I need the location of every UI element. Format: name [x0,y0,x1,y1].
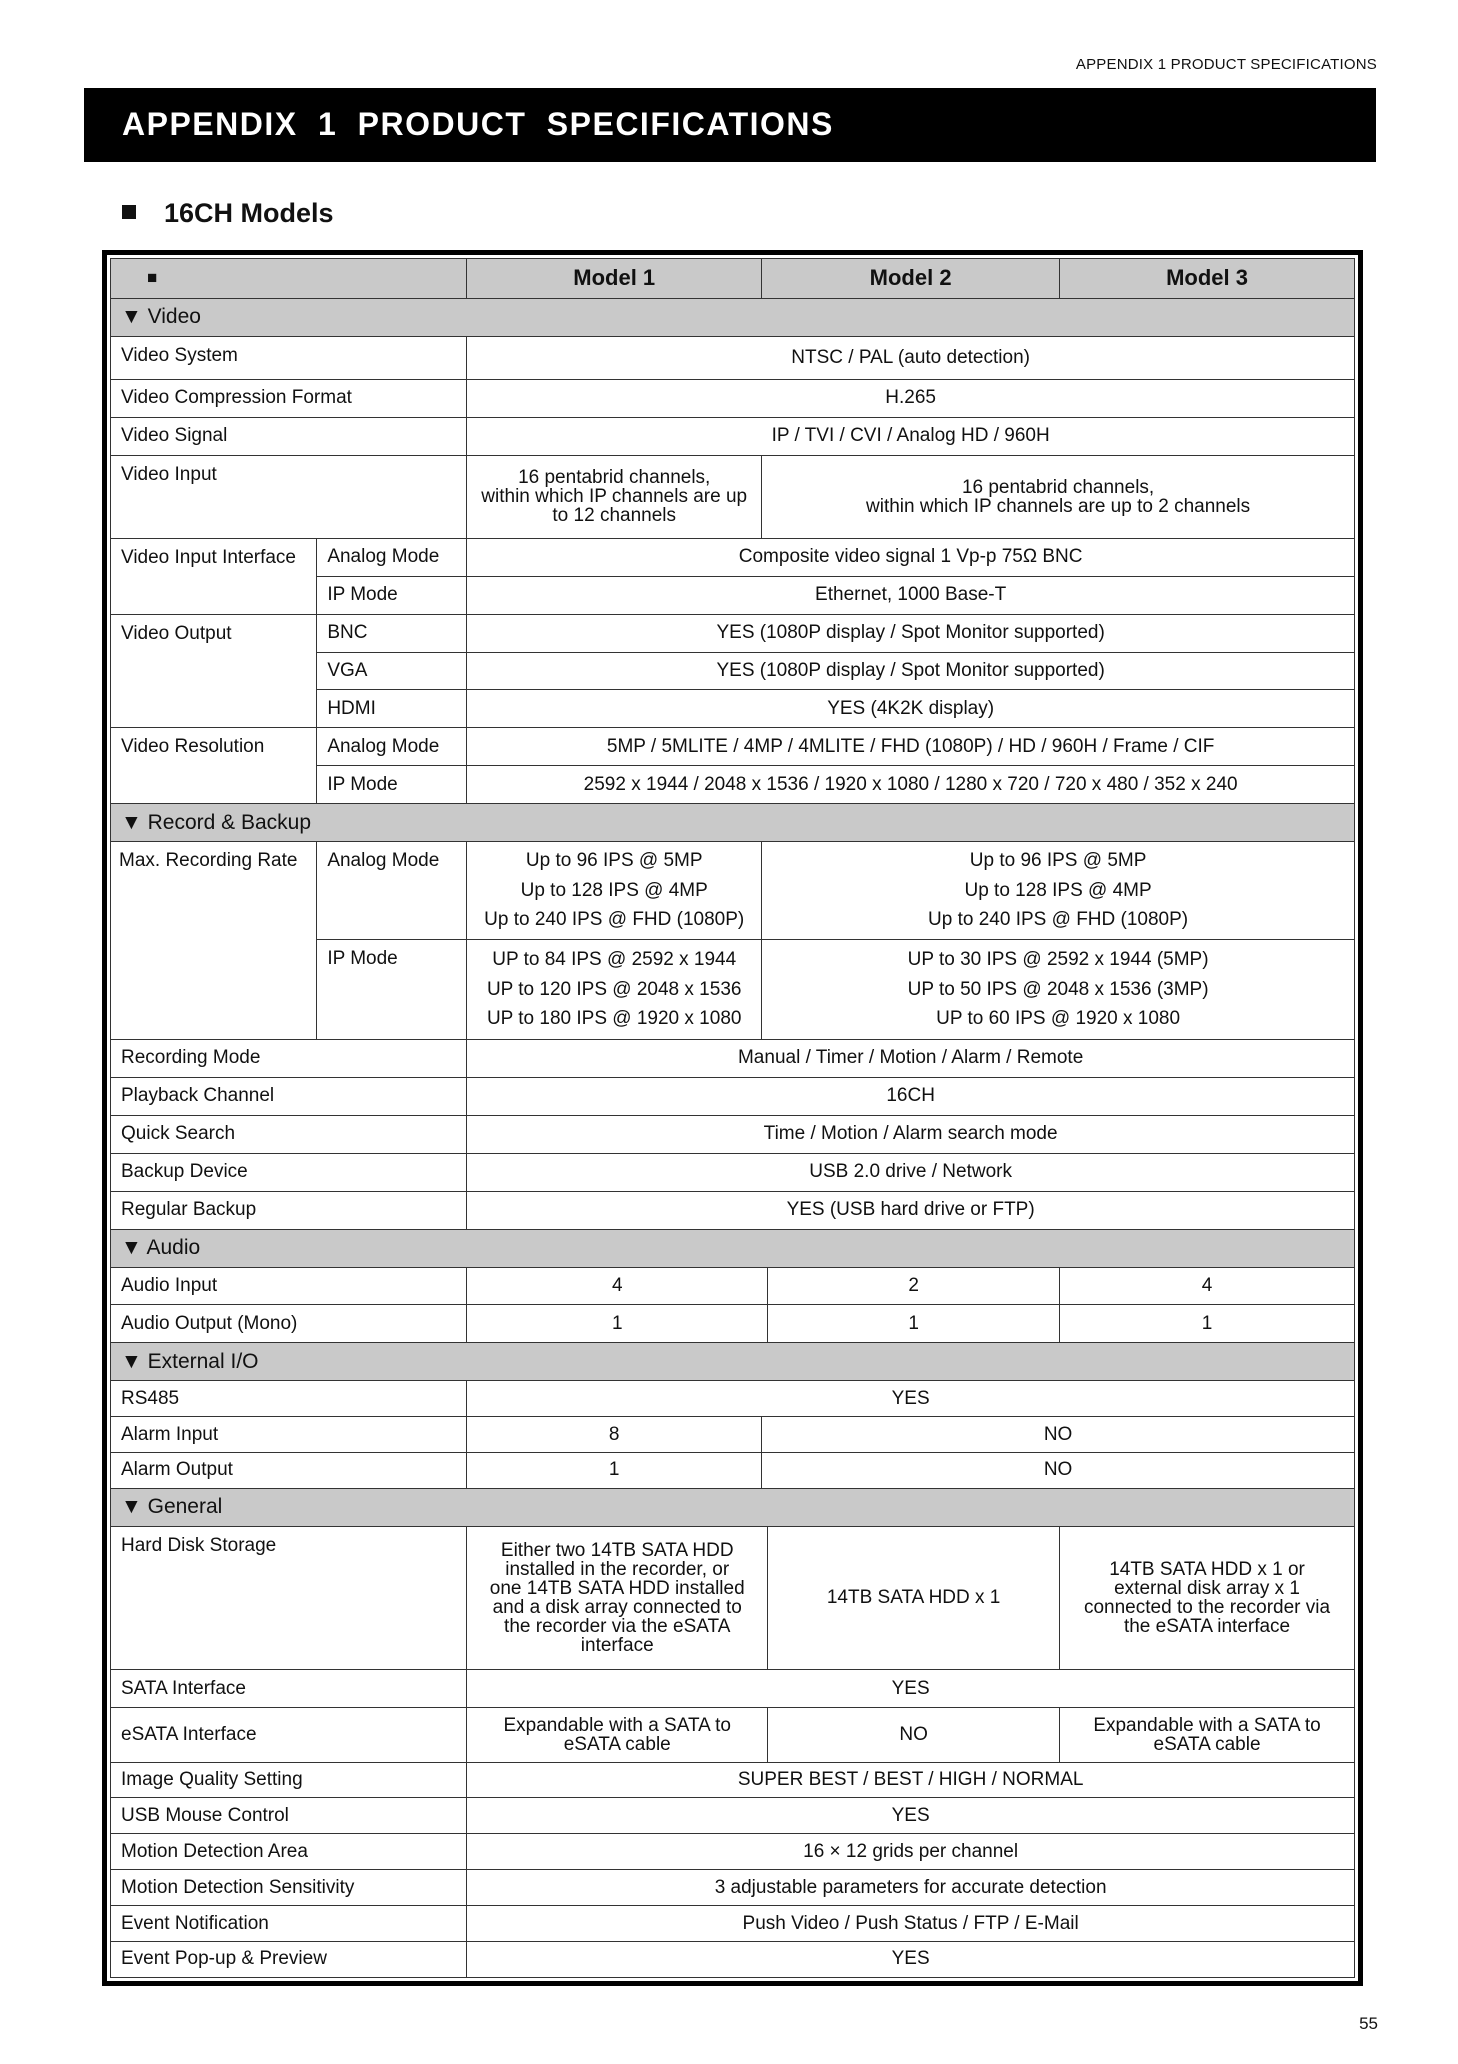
row-value: YES [467,1798,1355,1834]
model-1-value: Up to 96 IPS @ 5MP Up to 128 IPS @ 4MP Up to 240 IPS @ FHD (1080P) [467,842,762,939]
table-row [111,1153,1355,1191]
table-row [111,1191,1355,1229]
row-value: Time / Motion / Alarm search mode [467,1115,1355,1153]
row-sublabel: Analog Mode [317,728,467,766]
row-value: IP / TVI / CVI / Analog HD / 960H [467,417,1355,455]
model-2-value: 14TB SATA HDD x 1 [768,1526,1060,1670]
table-row [111,336,1355,379]
page-number: 55 [1359,2014,1378,2033]
table-row [111,1381,1355,1417]
row-label: Quick Search [111,1115,467,1153]
model-2-3-value: Up to 96 IPS @ 5MP Up to 128 IPS @ 4MP Up to 240 IPS @ FHD (1080P) [762,842,1355,939]
row-value: 3 adjustable parameters for accurate detection [467,1870,1355,1906]
model-1-value: UP to 84 IPS @ 2592 x 1944 UP to 120 IPS @ 2048 x 1536 UP to 180 IPS @ 1920 x 1080 [467,939,762,1039]
row-value: YES [467,1670,1355,1708]
row-sublabel: IP Mode [317,766,467,804]
row-label: SATA Interface [111,1670,467,1708]
model-1-value: 8 [467,1417,762,1453]
row-sublabel: HDMI [317,690,467,728]
model-1-header: Model 1 [467,259,762,299]
row-label: Hard Disk Storage [111,1526,467,1670]
model-2-value: 1 [768,1305,1060,1343]
row-label: Video Output [111,614,317,728]
model-3-value: 14TB SATA HDD x 1 or external disk array x 1 connected to the recorder via the eSATA interface [1060,1526,1355,1670]
spec-table [110,258,1355,1978]
model-3-value: 1 [1060,1305,1355,1343]
table-row [111,1798,1355,1834]
row-value: 5MP / 5MLITE / 4MP / 4MLITE / FHD (1080P) / HD / 960H / Frame / CIF [467,728,1355,766]
chapter-banner [84,88,1376,162]
table-row [111,1762,1355,1798]
model-1-value: 1 [467,1453,762,1489]
table-row [111,1305,1355,1343]
row-label: Max. Recording Rate [111,842,317,1040]
row-sublabel: IP Mode [317,939,467,1039]
table-row [111,728,1355,766]
group-row-record-backup [111,804,1355,842]
row-value: YES (4K2K display) [467,690,1355,728]
row-value: Ethernet, 1000 Base-T [467,576,1355,614]
row-label: Video Compression Format [111,379,467,417]
table-row [111,1526,1355,1670]
row-value: NTSC / PAL (auto detection) [467,336,1355,379]
model-1-value: Expandable with a SATA to eSATA cable [467,1708,768,1762]
model-3-header: Model 3 [1060,259,1355,299]
row-label: Regular Backup [111,1191,467,1229]
group-label: ▼ Record & Backup [111,804,1355,842]
group-row-video [111,298,1355,336]
row-label: Video Signal [111,417,467,455]
group-label: ▼ Video [111,298,1355,336]
group-label: ▼ External I/O [111,1343,1355,1381]
table-row [111,1453,1355,1489]
row-label: Audio Output (Mono) [111,1305,467,1343]
row-label: Video Resolution [111,728,317,804]
row-label: Video Input [111,455,467,538]
table-row [111,1708,1355,1762]
model-1-value: 1 [467,1305,768,1343]
row-value: Manual / Timer / Motion / Alarm / Remote [467,1040,1355,1078]
model-2-3-value: UP to 30 IPS @ 2592 x 1944 (5MP) UP to 50 IPS @ 2048 x 1536 (3MP) UP to 60 IPS @ 1920 x 1080 [762,939,1355,1039]
group-row-general [111,1488,1355,1526]
model-2-3-value: NO [762,1453,1355,1489]
section-heading-text: 16CH Models [164,198,334,228]
table-row [111,455,1355,538]
group-label: ▼ Audio [111,1229,1355,1267]
row-label: Event Notification [111,1906,467,1942]
table-row [111,417,1355,455]
table-row [111,1870,1355,1906]
row-sublabel: Analog Mode [317,842,467,939]
table-row [111,614,1355,652]
row-sublabel: VGA [317,652,467,690]
table-row [111,1115,1355,1153]
row-value: SUPER BEST / BEST / HIGH / NORMAL [467,1762,1355,1798]
table-row [111,538,1355,576]
row-label: Alarm Output [111,1453,467,1489]
row-label: Recording Mode [111,1040,467,1078]
row-label: RS485 [111,1381,467,1417]
table-row [111,842,1355,939]
model-3-value: Expandable with a SATA to eSATA cable [1060,1708,1355,1762]
chapter-title: APPENDIX 1 PRODUCT SPECIFICATIONS [122,106,834,142]
row-value: H.265 [467,379,1355,417]
row-label: Motion Detection Sensitivity [111,1870,467,1906]
row-sublabel: Analog Mode [317,538,467,576]
model-1-value: Either two 14TB SATA HDD installed in the recorder, or one 14TB SATA HDD installed and a disk array connected to the recorder via the eSATA interface [467,1526,768,1670]
row-value: YES (USB hard drive or FTP) [467,1191,1355,1229]
row-value: Composite video signal 1 Vp-p 75Ω BNC [467,538,1355,576]
row-value: USB 2.0 drive / Network [467,1153,1355,1191]
row-label: Event Pop-up & Preview [111,1941,467,1977]
group-row-external-io [111,1343,1355,1381]
spec-table-frame [102,250,1363,1986]
row-label: USB Mouse Control [111,1798,467,1834]
table-row [111,1040,1355,1078]
row-sublabel: IP Mode [317,576,467,614]
row-value: 2592 x 1944 / 2048 x 1536 / 1920 x 1080 / 1280 x 720 / 720 x 480 / 352 x 240 [467,766,1355,804]
table-row [111,1670,1355,1708]
row-label: Playback Channel [111,1077,467,1115]
table-row [111,1941,1355,1977]
model-2-header: Model 2 [762,259,1060,299]
model-2-value: 2 [768,1267,1060,1305]
row-value: YES (1080P display / Spot Monitor supported) [467,614,1355,652]
row-label: Audio Input [111,1267,467,1305]
section-heading [122,198,334,229]
row-value: YES [467,1941,1355,1977]
model-3-value: 4 [1060,1267,1355,1305]
table-row [111,1906,1355,1942]
row-label: Backup Device [111,1153,467,1191]
running-header: APPENDIX 1 PRODUCT SPECIFICATIONS [1075,56,1377,73]
row-value: YES (1080P display / Spot Monitor supported) [467,652,1355,690]
square-bullet-icon [122,205,136,219]
group-row-audio [111,1229,1355,1267]
table-header-row [111,259,1355,299]
row-label: Alarm Input [111,1417,467,1453]
table-corner-marker: ■ [111,259,467,299]
row-label: eSATA Interface [111,1708,467,1762]
row-label: Video System [111,336,467,379]
row-value: 16 × 12 grids per channel [467,1834,1355,1870]
row-label: Motion Detection Area [111,1834,467,1870]
group-label: ▼ General [111,1488,1355,1526]
model-1-value: 16 pentabrid channels, within which IP channels are up to 12 channels [467,455,762,538]
row-label: Video Input Interface [111,538,317,614]
row-value: YES [467,1381,1355,1417]
model-2-3-value: 16 pentabrid channels, within which IP channels are up to 2 channels [762,455,1355,538]
table-row [111,1077,1355,1115]
table-row [111,1267,1355,1305]
row-value: Push Video / Push Status / FTP / E-Mail [467,1906,1355,1942]
row-label: Image Quality Setting [111,1762,467,1798]
model-1-value: 4 [467,1267,768,1305]
table-row [111,1417,1355,1453]
model-2-3-value: NO [762,1417,1355,1453]
model-2-value: NO [768,1708,1060,1762]
table-row [111,1834,1355,1870]
row-value: 16CH [467,1077,1355,1115]
row-sublabel: BNC [317,614,467,652]
table-row [111,379,1355,417]
